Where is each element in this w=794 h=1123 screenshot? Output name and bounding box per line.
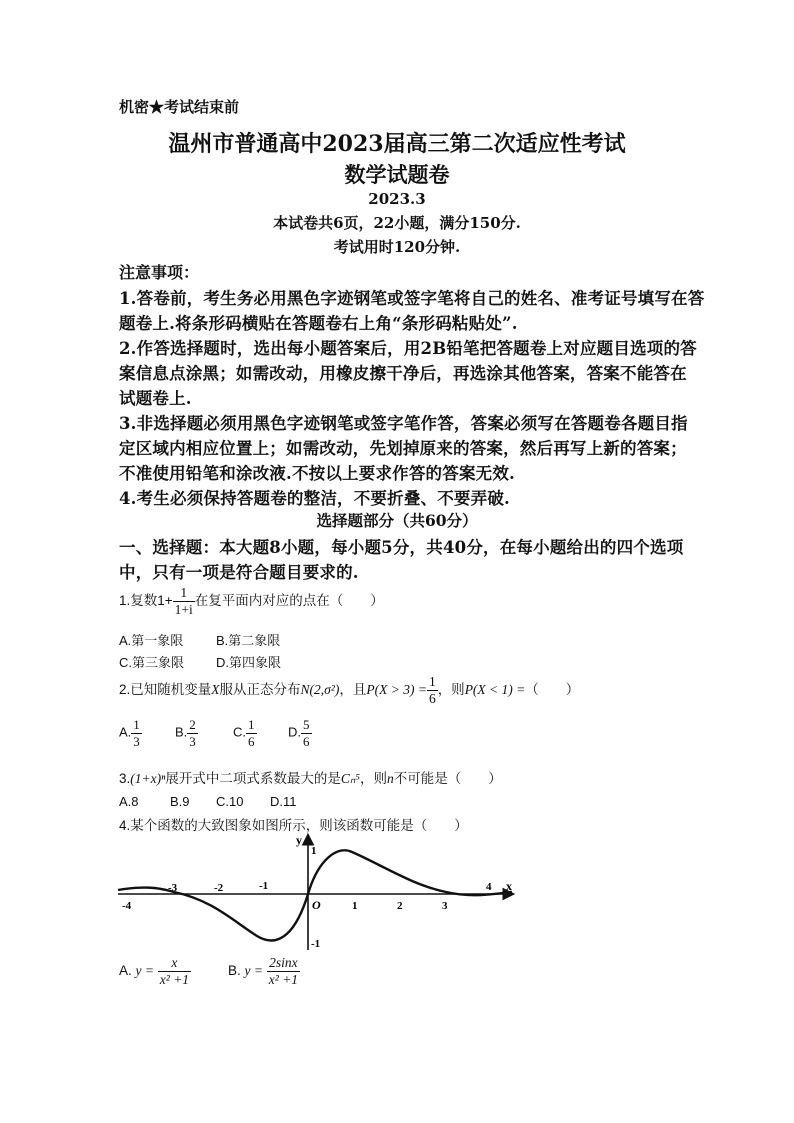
x-tick-2: 2	[397, 900, 403, 912]
section-intro-1: 一、选择题：本大题8小题，每小题5分，共40分，在每小题给出的四个选项	[119, 538, 684, 557]
notes-line: 案信息点涂黑；如需改动，用橡皮擦干净后，再选涂其他答案，答案不能答在	[119, 364, 687, 383]
q2-option-b-label: B.	[175, 724, 188, 740]
question-4: 4.某个函数的大致图象如图所示，则该函数可能是（ ）	[119, 818, 468, 833]
q2-option-b-num: 2	[189, 717, 196, 732]
q1-option-c: C.第三象限	[119, 655, 185, 670]
q2-option-a	[119, 718, 142, 748]
q3-option-c: C.10	[216, 794, 244, 809]
q2-option-b-den: 3	[189, 733, 196, 749]
confidential-mark: 机密★考试结束前	[119, 98, 240, 116]
q2-option-d-frac	[301, 718, 312, 748]
q2-mid2: ，且	[339, 682, 367, 698]
x-tick-neg2: -2	[214, 882, 224, 894]
q2-var: X	[211, 682, 220, 698]
q4-option-a-den: x² +1	[159, 972, 190, 988]
q4-option-b-den: x² +1	[268, 972, 299, 988]
q2-option-a-label: A.	[119, 724, 132, 740]
x-tick-3: 3	[442, 900, 448, 912]
exam-subtitle: 数学试题卷	[344, 162, 450, 187]
q2-option-c-label: C.	[233, 724, 246, 740]
q1-fraction	[173, 586, 195, 617]
x-axis-label: x	[506, 879, 512, 893]
q4-option-a	[119, 956, 191, 987]
y-tick-neg1: -1	[311, 938, 321, 950]
q2-option-c-frac	[246, 718, 257, 748]
exam-title: 温州市普通高中2023届高三第二次适应性考试	[168, 131, 626, 157]
notes-heading: 注意事项：	[119, 263, 200, 282]
q2-tail: （ ）	[525, 682, 580, 698]
q2-option-a-frac	[131, 718, 142, 748]
q4-option-b	[228, 956, 300, 987]
notes-line: 4.考生必须保持答题卷的整洁，不要折叠、不要弄破.	[119, 489, 510, 508]
q2-cond-fraction	[427, 675, 438, 706]
q4-option-b-label: B.	[228, 963, 241, 979]
section-title: 选择题部分（共60分）	[316, 511, 478, 530]
question-3	[119, 767, 502, 787]
q3-n: n	[386, 771, 394, 786]
q4-option-a-label: A.	[119, 963, 132, 979]
q2-option-b-frac	[187, 718, 198, 748]
q1-frac-den: 1+i	[174, 602, 193, 618]
q2-ask: P(X < 1) =	[464, 682, 526, 698]
q1-frac-num: 1	[180, 585, 188, 600]
q4-option-a-num: x	[171, 955, 178, 970]
notes-line: 2.作答选择题时，选出每小题答案后，用2B铅笔把答题卷上对应题目选项的答	[119, 339, 697, 358]
q2-mid3: ，则	[437, 682, 465, 698]
notes-line: 3.非选择题必须用黑色字迹钢笔或签字笔作答，答案必须写在答题卷各题目指	[119, 414, 688, 433]
q2-cond-den: 6	[428, 691, 436, 707]
q1-prefix: 1.复数1+	[119, 593, 173, 609]
question-1	[119, 586, 384, 617]
y-axis-label: y	[296, 833, 302, 847]
origin-label: O	[312, 898, 321, 912]
q2-option-a-den: 3	[133, 733, 140, 749]
q3-mid2: ，则	[359, 771, 387, 786]
q1-suffix: 在复平面内对应的点在（ ）	[194, 593, 384, 609]
q2-option-c-den: 6	[248, 733, 255, 749]
exam-info-1: 本试卷共6页，22小题，满分150分.	[273, 214, 521, 232]
notes-line: 题卷上.将条形码横贴在答题卷右上角“条形码粘贴处”.	[119, 314, 518, 333]
y-tick-1: 1	[311, 845, 317, 857]
q3-option-d: D.11	[270, 794, 297, 809]
q4-option-a-frac	[158, 956, 191, 987]
notes-line: 1.答卷前，考生务必用黑色字迹钢笔或签字笔将自己的姓名、准考证号填写在答	[119, 289, 705, 308]
question-2	[119, 675, 579, 706]
q3-coef: Cₙ⁵	[340, 771, 360, 786]
exam-info-2: 考试用时120分钟.	[333, 238, 461, 256]
q4-option-b-num: 2sinx	[269, 955, 298, 970]
q2-cond-num: 1	[428, 674, 436, 689]
q3-prefix: 3.	[119, 771, 131, 786]
q2-option-c-num: 1	[248, 717, 255, 732]
q3-option-b: B.9	[170, 794, 190, 809]
section-intro-2: 中，只有一项是符合题目要求的.	[119, 563, 359, 582]
q4-option-b-lhs: y =	[244, 963, 264, 979]
q2-option-d	[288, 718, 312, 748]
x-tick-neg1: -1	[259, 880, 269, 892]
q2-mid1: 服从正态分布	[219, 682, 301, 698]
q1-option-a: A.第一象限	[119, 633, 184, 648]
q2-dist: N(2,σ²)	[300, 682, 340, 698]
q2-option-d-num: 5	[303, 717, 310, 732]
notes-line: 不准使用铅笔和涂改液.不按以上要求作答的答案无效.	[119, 464, 515, 483]
q2-option-d-label: D.	[288, 724, 301, 740]
function-curve	[118, 850, 512, 940]
q1-option-b: B.第二象限	[216, 633, 281, 648]
x-tick-1: 1	[352, 900, 358, 912]
q2-option-d-den: 6	[303, 733, 310, 749]
q4-function-graph	[112, 830, 516, 956]
x-tick-4: 4	[486, 881, 492, 893]
q3-mid: 展开式中二项式系数最大的是	[165, 771, 341, 786]
notes-line: 定区域内相应位置上；如需改动，先划掉原来的答案，然后再写上新的答案；	[119, 439, 687, 458]
q4-option-b-frac	[267, 956, 300, 987]
q2-cond: P(X > 3) =	[366, 682, 427, 698]
exam-date: 2023.3	[368, 190, 426, 208]
q3-option-a: A.8	[119, 794, 139, 809]
q1-option-d: D.第四象限	[216, 655, 282, 670]
notes-line: 试题卷上.	[119, 389, 192, 408]
q2-prefix: 2.已知随机变量	[119, 682, 212, 698]
q4-option-a-lhs: y =	[135, 963, 155, 979]
q3-tail: 不可能是（ ）	[393, 771, 502, 786]
x-tick-neg4: -4	[122, 900, 132, 912]
q2-option-c	[233, 718, 257, 748]
q2-option-a-num: 1	[133, 717, 140, 732]
q2-option-b	[175, 718, 198, 748]
q3-expr: (1+x)ⁿ	[130, 771, 166, 786]
x-tick-neg3: -3	[168, 882, 178, 894]
